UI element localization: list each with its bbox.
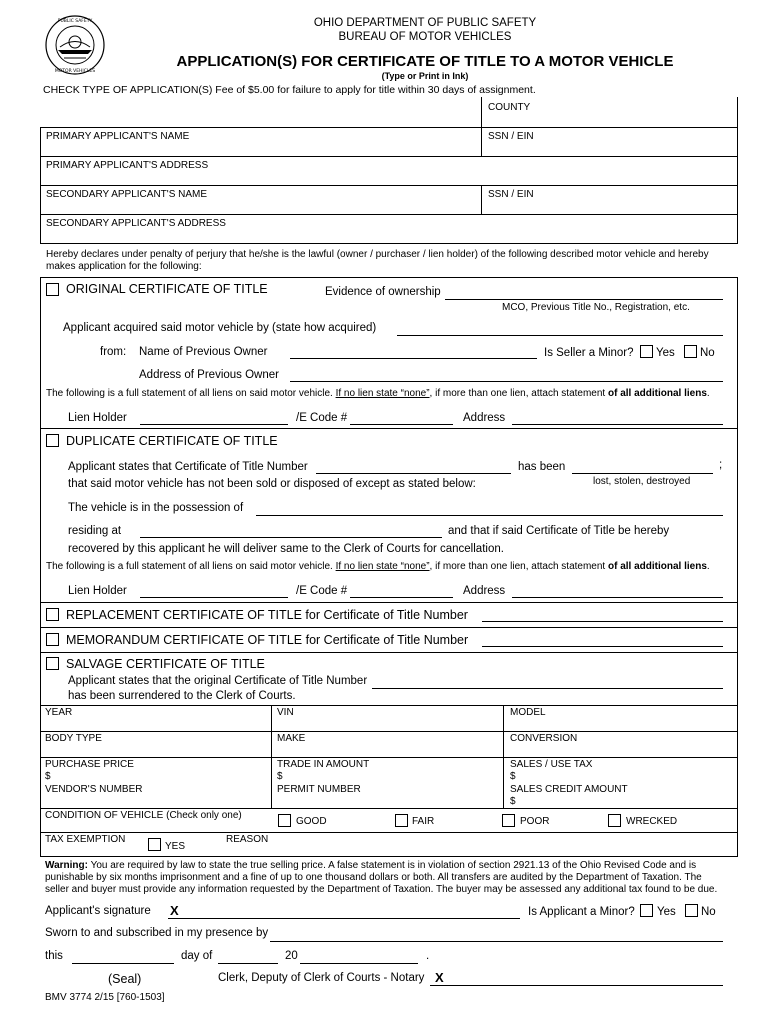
acquired-input-line[interactable] — [397, 335, 723, 336]
clerk-label: Clerk, Deputy of Clerk of Courts - Notary — [218, 972, 425, 984]
dup-status-input[interactable] — [572, 473, 713, 474]
body-type-field[interactable]: BODY TYPE — [45, 733, 102, 744]
dup-address-input[interactable] — [512, 597, 723, 598]
condition-wrecked-label: WRECKED — [626, 816, 678, 827]
clerk-signature-input[interactable] — [430, 985, 723, 986]
tax-exemption-yes-label: YES — [165, 841, 186, 852]
applicant-minor-no-checkbox[interactable] — [685, 904, 698, 917]
dup-lien-holder-label: Lien Holder — [68, 585, 127, 597]
year-prefix: 20 — [285, 950, 298, 962]
secondary-address-field[interactable]: SECONDARY APPLICANT'S ADDRESS — [46, 218, 226, 229]
salvage-states-label: Applicant states that the original Certificate of Title Number — [68, 675, 368, 687]
condition-fair-label: FAIR — [412, 816, 435, 827]
original-lien-statement: The following is a full statement of all liens on said motor vehicle. If no lien state “none”, if more than one lien, attach statement of all additional liens. — [46, 388, 710, 399]
sworn-input[interactable] — [270, 941, 723, 942]
trade-in-field[interactable]: TRADE IN AMOUNT — [277, 759, 370, 770]
salvage-number-input[interactable] — [372, 688, 723, 689]
form-number: BMV 3774 2/15 [760-1503] — [45, 992, 165, 1003]
condition-label: CONDITION OF VEHICLE (Check only one) — [45, 810, 242, 821]
make-field[interactable]: MAKE — [277, 733, 306, 744]
dup-lien-holder-input[interactable] — [140, 597, 288, 598]
purchase-price-dollar: $ — [45, 771, 51, 782]
memorandum-number-input[interactable] — [482, 646, 723, 647]
purchase-price-field[interactable]: PURCHASE PRICE — [45, 759, 134, 770]
original-title-label: ORIGINAL CERTIFICATE OF TITLE — [66, 282, 268, 296]
original-lien-holder-label: Lien Holder — [68, 412, 127, 424]
page-title: APPLICATION(S) FOR CERTIFICATE OF TITLE TO A MOTOR VEHICLE — [176, 53, 674, 70]
dup-residing-input[interactable] — [140, 537, 442, 538]
salvage-title-checkbox[interactable] — [46, 657, 59, 670]
ohio-seal-logo — [44, 14, 106, 76]
applicant-minor-yes-checkbox[interactable] — [640, 904, 653, 917]
declaration-line-1: Hereby declares under penalty of perjury that he/she is the lawful (owner / purchaser / lien holder) of the following described motor vehicle and hereby — [46, 249, 709, 260]
this-label: this — [45, 950, 63, 962]
sales-tax-dollar: $ — [510, 771, 516, 782]
primary-name-field[interactable]: PRIMARY APPLICANT'S NAME — [46, 131, 190, 142]
original-title-checkbox[interactable] — [46, 283, 59, 296]
date-period: . — [426, 950, 430, 962]
applicant-signature-input[interactable] — [168, 918, 520, 919]
seller-minor-no-checkbox[interactable] — [684, 345, 697, 358]
original-address-input[interactable] — [512, 424, 723, 425]
tax-exemption-label: TAX EXEMPTION — [45, 834, 126, 845]
dup-not-sold: that said motor vehicle has not been sold or disposed of except as stated below: — [68, 478, 476, 490]
applicant-minor-label: Is Applicant a Minor? — [528, 906, 635, 918]
original-lien-holder-input[interactable] — [140, 424, 288, 425]
warning-line-3: seller and buyer must provide any information requested by the Department of Taxation. The buyer may be assessed any additional tax found to be due. — [45, 884, 718, 895]
day-input[interactable] — [72, 963, 174, 964]
model-field[interactable]: MODEL — [510, 707, 546, 718]
dup-ecode-input[interactable] — [350, 597, 453, 598]
tax-exemption-yes-checkbox[interactable] — [148, 838, 161, 851]
applicant-minor-no-label: No — [701, 906, 716, 918]
county-field[interactable]: COUNTY — [488, 102, 531, 113]
trade-in-dollar: $ — [277, 771, 283, 782]
check-type-instruction: CHECK TYPE OF APPLICATION(S) Fee of $5.00 for failure to apply for title within 30 days of assignment. — [43, 84, 536, 96]
replacement-title-label: REPLACEMENT CERTIFICATE OF TITLE for Certificate of Title Number — [66, 608, 468, 622]
vin-field[interactable]: VIN — [277, 707, 294, 718]
seller-minor-yes-label: Yes — [656, 347, 675, 359]
salvage-surrendered: has been surrendered to the Clerk of Courts. — [68, 690, 296, 702]
day-of-label: day of — [181, 950, 213, 962]
prev-address-input-line[interactable] — [290, 381, 723, 382]
month-input[interactable] — [218, 963, 278, 964]
dup-address-label: Address — [463, 585, 506, 597]
conversion-field[interactable]: CONVERSION — [510, 733, 578, 744]
seller-minor-yes-checkbox[interactable] — [640, 345, 653, 358]
sales-tax-field[interactable]: SALES / USE TAX — [510, 759, 593, 770]
year-field[interactable]: YEAR — [45, 707, 73, 718]
dup-lien-statement: The following is a full statement of all liens on said motor vehicle. If no lien state “none”, if more than one lien, attach statement of all additional liens. — [46, 561, 710, 572]
seller-minor-label: Is Seller a Minor? — [544, 347, 634, 359]
condition-good-checkbox[interactable] — [278, 814, 291, 827]
dup-has-been-label: has been — [518, 461, 566, 473]
replacement-number-input[interactable] — [482, 621, 723, 622]
seller-minor-no-label: No — [700, 347, 715, 359]
mco-hint: MCO, Previous Title No., Registration, etc. — [502, 302, 690, 313]
original-ecode-label: /E Code # — [296, 412, 348, 424]
prev-owner-label: Name of Previous Owner — [139, 346, 268, 358]
replacement-title-checkbox[interactable] — [46, 608, 59, 621]
svg-text:MOTOR VEHICLES: MOTOR VEHICLES — [54, 69, 96, 74]
original-ecode-input[interactable] — [350, 424, 453, 425]
tax-exemption-reason-label: REASON — [226, 834, 269, 845]
dup-lost-hint: lost, stolen, destroyed — [593, 476, 691, 487]
clerk-signature-x: X — [435, 970, 444, 985]
dup-possession-label: The vehicle is in the possession of — [68, 502, 244, 514]
seal-label: (Seal) — [108, 972, 142, 986]
original-address-label: Address — [463, 412, 506, 424]
duplicate-title-checkbox[interactable] — [46, 434, 59, 447]
secondary-name-field[interactable]: SECONDARY APPLICANT'S NAME — [46, 189, 208, 200]
applicant-signature-x: X — [170, 903, 179, 918]
sales-credit-field[interactable]: SALES CREDIT AMOUNT — [510, 784, 628, 795]
dup-ecode-label: /E Code # — [296, 585, 348, 597]
permit-number-field[interactable]: PERMIT NUMBER — [277, 784, 361, 795]
sworn-label: Sworn to and subscribed in my presence by — [45, 927, 269, 939]
condition-poor-label: POOR — [520, 816, 550, 827]
from-label: from: — [100, 346, 127, 358]
evidence-label: Evidence of ownership — [325, 286, 441, 298]
memorandum-title-checkbox[interactable] — [46, 633, 59, 646]
condition-good-label: GOOD — [296, 816, 327, 827]
prev-address-label: Address of Previous Owner — [139, 369, 279, 381]
evidence-input-line[interactable] — [445, 299, 723, 300]
applicant-minor-yes-label: Yes — [657, 906, 676, 918]
dup-title-number-input[interactable] — [316, 473, 511, 474]
dept-name: OHIO DEPARTMENT OF PUBLIC SAFETY — [313, 17, 537, 29]
primary-address-field[interactable]: PRIMARY APPLICANT'S ADDRESS — [46, 160, 209, 171]
secondary-ssn-field[interactable]: SSN / EIN — [488, 189, 534, 200]
primary-ssn-field[interactable]: SSN / EIN — [488, 131, 534, 142]
memorandum-title-label: MEMORANDUM CERTIFICATE OF TITLE for Certificate of Title Number — [66, 633, 469, 647]
dup-semicolon: ; — [719, 459, 723, 471]
sales-credit-dollar: $ — [510, 796, 516, 807]
dup-recovered: recovered by this applicant he will deliver same to the Clerk of Courts for cancellation. — [68, 543, 504, 555]
year-input[interactable] — [300, 963, 418, 964]
condition-wrecked-checkbox[interactable] — [608, 814, 621, 827]
warning-line-1: Warning: You are required by law to state the true selling price. A false statement is in violation of section 2921.13 of the Ohio Revised Code and is — [45, 860, 697, 871]
declaration-line-2: makes application for the following: — [46, 261, 202, 272]
prev-owner-input-line[interactable] — [290, 358, 537, 359]
warning-line-2: punishable by six months imprisonment and a fine of up to one thousand dollars or both. All transfers are audited by the Department of Taxation. The — [45, 872, 702, 883]
acquired-label: Applicant acquired said motor vehicle by (state how acquired) — [63, 322, 377, 334]
dup-possession-input[interactable] — [256, 515, 723, 516]
condition-fair-checkbox[interactable] — [395, 814, 408, 827]
page-subtitle: (Type or Print in Ink) — [381, 71, 469, 81]
duplicate-title-label: DUPLICATE CERTIFICATE OF TITLE — [66, 434, 278, 448]
salvage-title-label: SALVAGE CERTIFICATE OF TITLE — [66, 657, 265, 671]
vendor-number-field[interactable]: VENDOR'S NUMBER — [45, 784, 143, 795]
dup-states-label: Applicant states that Certificate of Title Number — [68, 461, 308, 473]
applicant-signature-label: Applicant's signature — [45, 905, 151, 917]
bureau-name: BUREAU OF MOTOR VEHICLES — [338, 31, 512, 43]
condition-poor-checkbox[interactable] — [502, 814, 515, 827]
svg-text:PUBLIC SAFETY: PUBLIC SAFETY — [57, 19, 93, 24]
dup-and-that: and that if said Certificate of Title be hereby — [448, 525, 670, 537]
dup-residing-label: residing at — [68, 525, 122, 537]
